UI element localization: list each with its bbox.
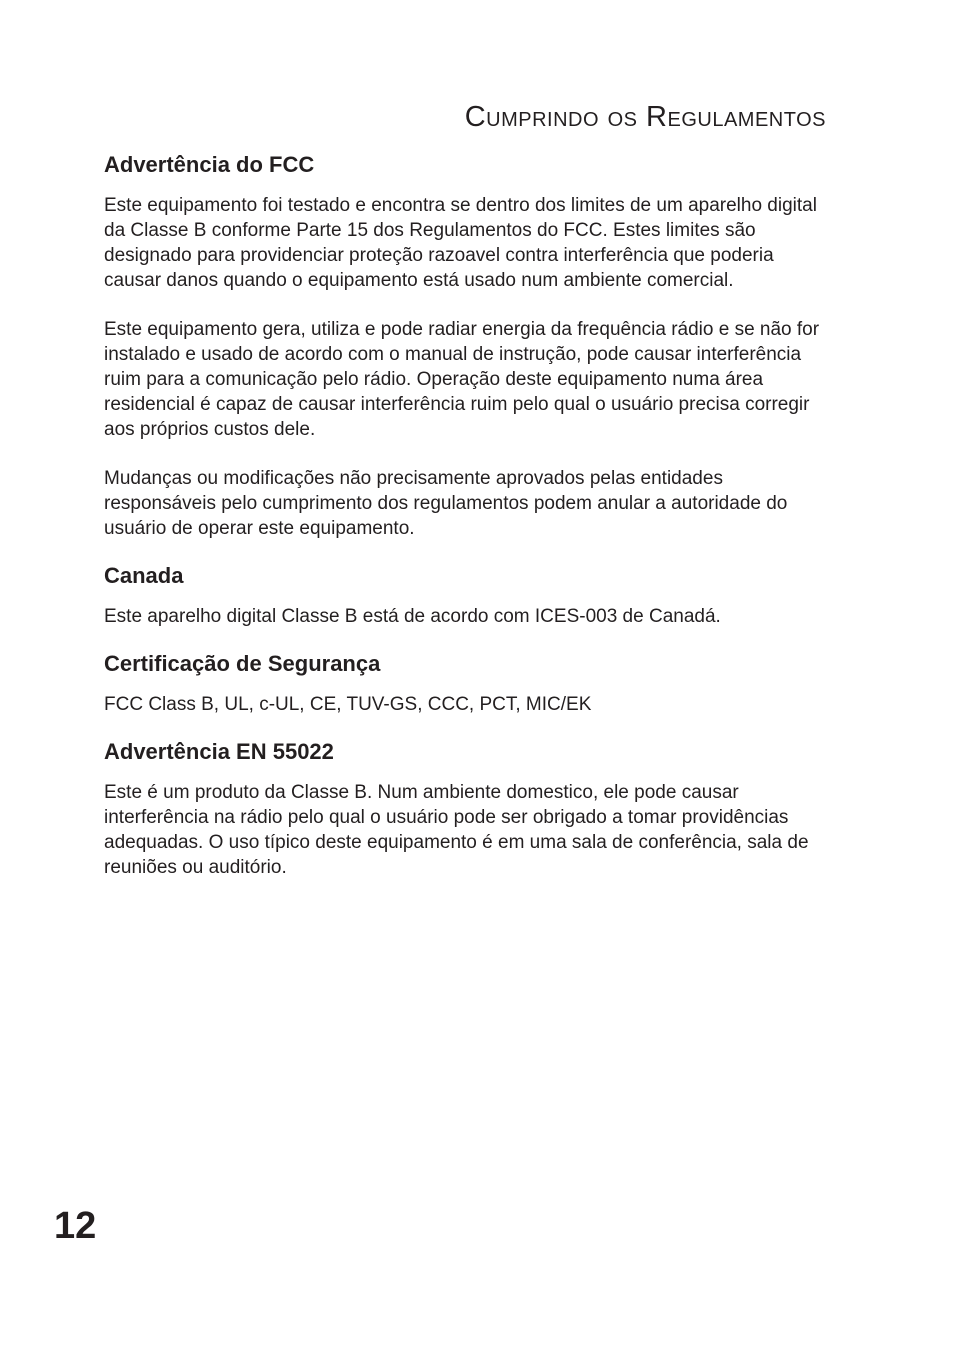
paragraph: FCC Class B, UL, c-UL, CE, TUV-GS, CCC, PCT, MIC/EK [104, 694, 592, 716]
section-heading: Canada [104, 562, 184, 588]
paragraph: Este é um produto da Classe B. Num ambiente domestico, ele pode causar interferência na rádio pelo qual o usuário pode ser obrigado a tomar providências adequadas. O uso típico deste equipamento é em uma sala de conferência, sala de reuniões ou auditório. [104, 782, 809, 878]
section-en55022-warning [104, 739, 834, 881]
document-body [104, 152, 834, 881]
paragraph: Este aparelho digital Classe B está de acordo com ICES-003 de Canadá. [104, 605, 721, 627]
section-heading: Advertência do FCC [104, 152, 315, 177]
section-heading: Advertência EN 55022 [104, 738, 334, 764]
section-safety-certification [104, 651, 834, 718]
paragraph: Este equipamento foi testado e encontra se dentro dos limites de um aparelho digital da Classe B conforme Parte 15 dos Regulamentos do FCC. Estes limites são designado para providenciar proteção razoavel contra interferência que poderia causar danos quando o equipamento está usado num ambiente comercial. [104, 195, 817, 291]
page-title: Cumprindo os Regulamentos [464, 101, 826, 133]
paragraph: Mudanças ou modificações não precisamente aprovados pelas entidades responsáveis pelo cumprimento dos regulamentos podem anular a autoridade do usuário de operar este equipamento. [104, 468, 788, 539]
section-heading: Certificação de Segurança [104, 650, 381, 676]
page-number: 12 [54, 1205, 97, 1247]
paragraph: Este equipamento gera, utiliza e pode radiar energia da frequência rádio e se não for instalado e usado de acordo com o manual de instrução, pode causar interferência ruim para a comunicação pelo rádio. Operação deste equipamento numa área residencial é capaz de causar interferência ruim pelo qual o usuário precisa corregir aos próprios custos dele. [104, 319, 820, 440]
section-fcc-warning [104, 152, 834, 542]
section-canada [104, 563, 834, 630]
